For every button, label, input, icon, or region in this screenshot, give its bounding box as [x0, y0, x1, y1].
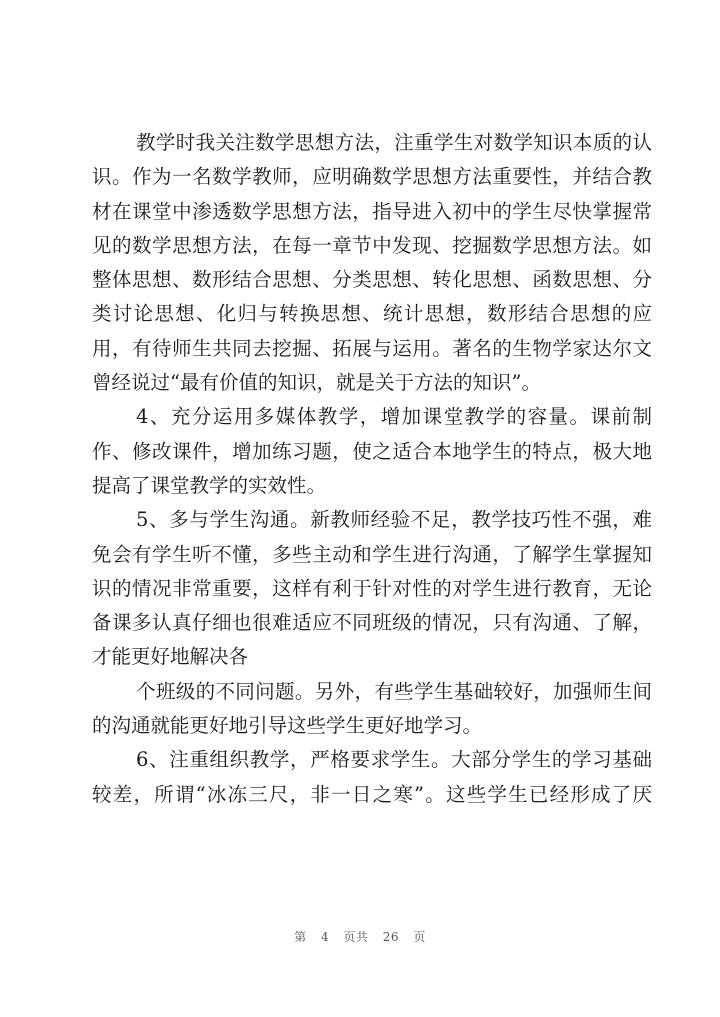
text-line: 免会有学生听不懂，多些主动和学生进行沟通，了解学生掌握知: [92, 542, 652, 566]
body-text: [92, 126, 652, 812]
text-line: 类讨论思想、化归与转换思想、统计思想，数形结合思想的应: [92, 302, 652, 326]
text-line: 作、修改课件，增加练习题，使之适合本地学生的特点，极大地: [92, 439, 652, 463]
footer-current-page: 4: [320, 930, 330, 944]
text-line: 的沟通就能更好地引导这些学生更好地学习。: [92, 714, 483, 738]
page-footer: [0, 928, 720, 945]
text-line: 才能更好地解决各: [92, 645, 249, 669]
text-line: 4、充分运用多媒体教学，增加课堂教学的容量。课前制: [136, 405, 652, 429]
text-line: 备课多认真仔细也很难适应不同班级的情况，只有沟通、了解，: [92, 611, 652, 635]
footer-label-page: 第: [294, 930, 307, 944]
text-line: 个班级的不同问题。另外，有些学生基础较好，加强师生间: [136, 679, 652, 703]
footer-label-end: 页: [413, 930, 426, 944]
text-line: 5、多与学生沟通。新教师经验不足，教学技巧性不强，难: [136, 508, 652, 532]
text-line: 教学时我关注数学思想方法，注重学生对数学知识本质的认: [136, 131, 652, 154]
text-line: 识的情况非常重要，这样有利于针对性的对学生进行教育，无论: [92, 576, 652, 600]
text-line: 识。作为一名数学教师，应明确数学思想方法重要性，并结合教: [92, 165, 652, 189]
text-line: 材在课堂中渗透数学思想方法，指导进入初中的学生尽快掌握常: [92, 199, 652, 223]
text-line: 较差，所谓“冰冻三尺，非一日之寒”。这些学生已经形成了厌: [92, 782, 652, 806]
text-line: 曾经说过“最有价值的知识，就是关于方法的知识”。: [92, 371, 541, 395]
footer-total-pages: 26: [382, 930, 400, 944]
text-line: 整体思想、数形结合思想、分类思想、转化思想、函数思想、分: [92, 268, 652, 292]
text-line: 6、注重组织教学，严格要求学生。大部分学生的学习基础: [136, 748, 652, 772]
text-line: 提高了课堂教学的实效性。: [92, 473, 327, 497]
footer-label-total: 页共: [343, 930, 369, 944]
text-line: 用，有待师生共同去挖掘、拓展与运用。著名的生物学家达尔文: [92, 336, 652, 360]
text-line: 见的数学思想方法，在每一章节中发现、挖掘数学思想方法。如: [92, 233, 652, 257]
